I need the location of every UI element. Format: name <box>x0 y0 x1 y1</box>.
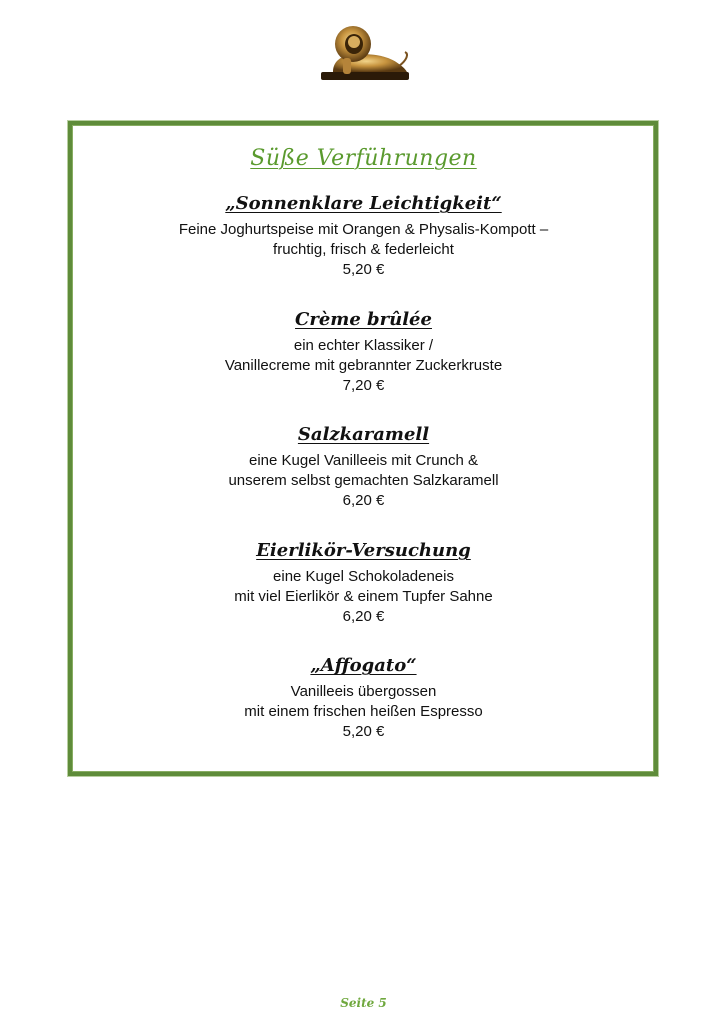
golden-lion-icon <box>319 24 411 82</box>
item-name: Salzkaramell <box>297 424 430 445</box>
item-description: ein echter Klassiker / <box>293 337 434 354</box>
item-description: eine Kugel Vanilleeis mit Crunch & <box>248 452 478 469</box>
item-name: Eierlikör-Versuchung <box>256 540 471 561</box>
item-description: Vanilleeis übergossen <box>290 683 437 700</box>
item-price: 6,20 € <box>342 608 385 625</box>
item-name: „Affogato“ <box>310 655 417 676</box>
menu-title: Süße Verführungen <box>250 146 477 171</box>
item-description: mit einem frischen heißen Espresso <box>244 703 483 720</box>
item-description: unserem selbst gemachten Salzkaramell <box>228 472 499 489</box>
item-price: 7,20 € <box>342 377 385 394</box>
menu-item <box>0 539 727 627</box>
item-description: Vanillecreme mit gebrannter Zuckerkruste <box>224 357 503 374</box>
item-description: fruchtig, frisch & federleicht <box>273 241 454 258</box>
menu-item <box>0 308 727 396</box>
item-name: „Sonnenklare Leichtigkeit“ <box>225 193 502 214</box>
item-description: mit viel Eierlikör & einem Tupfer Sahne <box>234 588 493 605</box>
page-number: Seite 5 <box>340 996 387 1010</box>
menu-item <box>0 192 727 280</box>
menu-item <box>0 423 727 511</box>
menu-item <box>0 654 727 742</box>
item-price: 5,20 € <box>342 261 385 278</box>
item-description: eine Kugel Schokoladeneis <box>273 568 454 585</box>
item-name: Crème brûlée <box>295 309 432 330</box>
item-price: 6,20 € <box>342 492 385 509</box>
item-description: Feine Joghurtspeise mit Orangen & Physalis-Kompott – <box>178 221 549 238</box>
item-price: 5,20 € <box>342 723 385 740</box>
